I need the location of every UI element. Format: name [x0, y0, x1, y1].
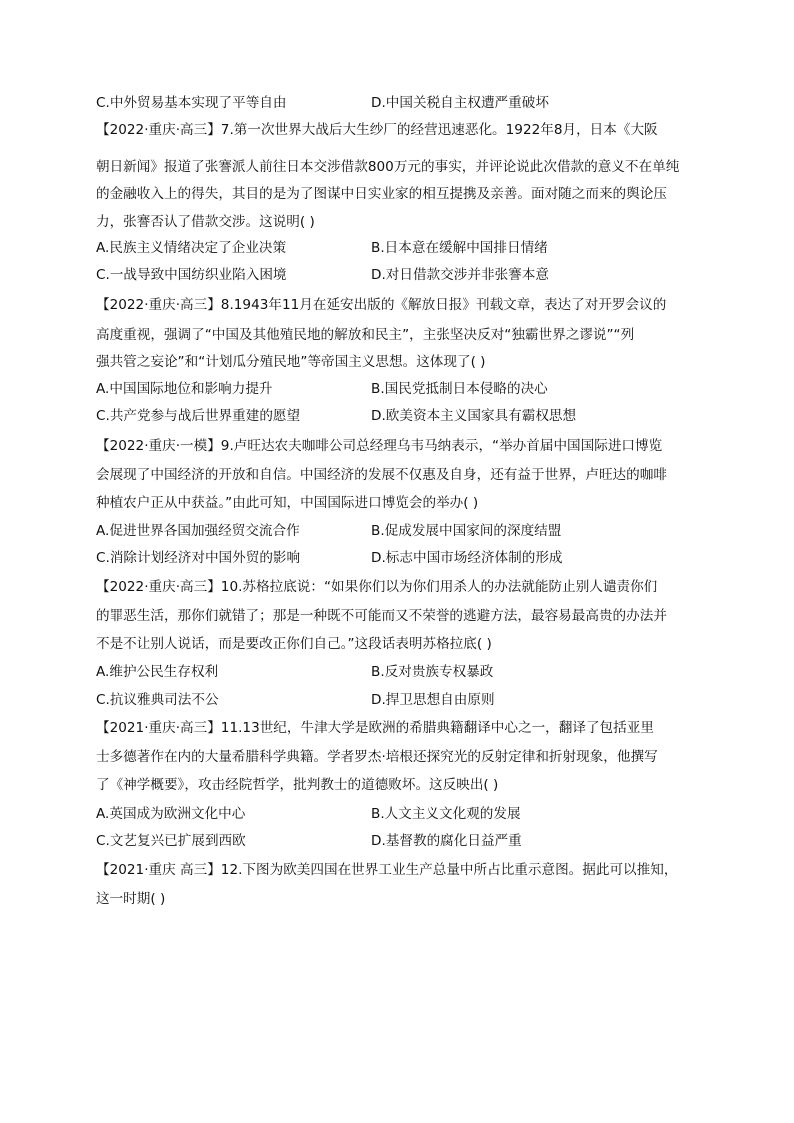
- q11-option-d: D.基督教的腐化日益严重: [371, 833, 522, 849]
- q9-option-c: C.消除计划经济对中国外贸的影响: [96, 550, 301, 566]
- q11-stem-line: 了《神学概要》，攻击经院哲学，批判教士的道德败坏。这反映出( ): [96, 777, 499, 793]
- q6-option-c: C.中外贸易基本实现了平等自由: [96, 95, 287, 111]
- q8-stem-line: 强共管之妄论”和“计划瓜分殖民地”等帝国主义思想。这体现了( ): [96, 354, 486, 370]
- q7-stem-line: 【2022·重庆·高三】7.第一次世界大战后大生纱厂的经营迅速恶化。1922年8月，日本《大阪: [96, 122, 658, 138]
- q8-option-c: C.共产党参与战后世界重建的愿望: [96, 408, 301, 424]
- q7-option-c: C.一战导致中国纺织业陷入困境: [96, 267, 287, 283]
- q10-stem-line: 【2022·重庆·高三】10.苏格拉底说：“如果你们以为你们用杀人的办法就能防止别人谴责你们: [96, 579, 658, 595]
- q9-option-a: A.促进世界各国加强经贸交流合作: [96, 523, 300, 539]
- q6-option-d: D.中国关税自主权遭严重破坏: [371, 95, 549, 111]
- q10-option-c: C.抗议雅典司法不公: [96, 692, 219, 708]
- q7-option-a: A.民族主义情绪决定了企业决策: [96, 240, 287, 256]
- q9-stem-line: 种植农户正从中获益。”由此可知，中国国际进口博览会的举办( ): [96, 495, 479, 511]
- q7-option-b: B.日本意在缓解中国排日情绪: [371, 240, 548, 256]
- q10-option-b: B.反对贵族专权暴政: [371, 664, 494, 680]
- q7-option-d: D.对日借款交涉并非张謇本意: [371, 267, 549, 283]
- q11-stem-line: 士多德著作在内的大量希腊科学典籍。学者罗杰·培根还探究光的反射定律和折射现象，他撰写: [96, 749, 658, 765]
- q10-stem-line: 不是不让别人说话，而是要改正你们自己。”这段话表明苏格拉底( ): [96, 636, 492, 652]
- q11-option-c: C.文艺复兴已扩展到西欧: [96, 833, 246, 849]
- q10-option-a: A.维护公民生存权利: [96, 664, 219, 680]
- q11-stem-line: 【2021·重庆·高三】11.13世纪，牛津大学是欧洲的希腊典籍翻译中心之一，翻译了包括亚里: [96, 720, 654, 736]
- q9-stem-line: 【2022·重庆·一模】9.卢旺达农夫咖啡公司总经理乌韦马纳表示，“举办首届中国国际进口博览: [96, 438, 663, 454]
- q12-stem-line: 这一时期( ): [96, 891, 166, 907]
- q10-option-d: D.捍卫思想自由原则: [371, 692, 495, 708]
- q8-stem-line: 高度重视，强调了“中国及其他殖民地的解放和民主”，主张坚决反对“独霸世界之谬说”“列: [96, 327, 635, 343]
- q7-stem-line: 朝日新闻》报道了张謇派人前往日本交涉借款800万元的事实，并评论说此次借款的意义不在单纯: [96, 159, 680, 175]
- q7-stem-line: 的金融收入上的得失，其目的是为了图谋中日实业家的相互提携及亲善。面对随之而来的舆论压: [96, 186, 667, 202]
- q9-option-d: D.标志中国市场经济体制的形成: [371, 550, 563, 566]
- q8-option-a: A.中国国际地位和影响力提升: [96, 381, 273, 397]
- q8-option-d: D.欧美资本主义国家具有霸权思想: [371, 408, 577, 424]
- q7-stem-line: 力，张謇否认了借款交涉。这说明( ): [96, 214, 315, 230]
- q8-option-b: B.国民党抵制日本侵略的决心: [371, 381, 548, 397]
- q9-option-b: B.促成发展中国家间的深度结盟: [371, 523, 562, 539]
- q8-stem-line: 【2022·重庆·高三】8.1943年11月在延安出版的《解放日报》刊载文章，表达了对开罗会议的: [96, 297, 667, 313]
- q11-option-b: B.人文主义文化观的发展: [371, 806, 521, 822]
- q11-option-a: A.英国成为欧洲文化中心: [96, 806, 246, 822]
- q9-stem-line: 会展现了中国经济的开放和自信。中国经济的发展不仅惠及自身，还有益于世界，卢旺达的咖啡: [96, 467, 667, 483]
- q10-stem-line: 的罪恶生活，那你们就错了；那是一种既不可能而又不荣誉的逃避方法，最容易最高贵的办法并: [96, 608, 667, 624]
- q12-stem-line: 【2021·重庆 高三】12.下图为欧美四国在世界工业生产总量中所占比重示意图。据此可以推知，: [96, 862, 678, 878]
